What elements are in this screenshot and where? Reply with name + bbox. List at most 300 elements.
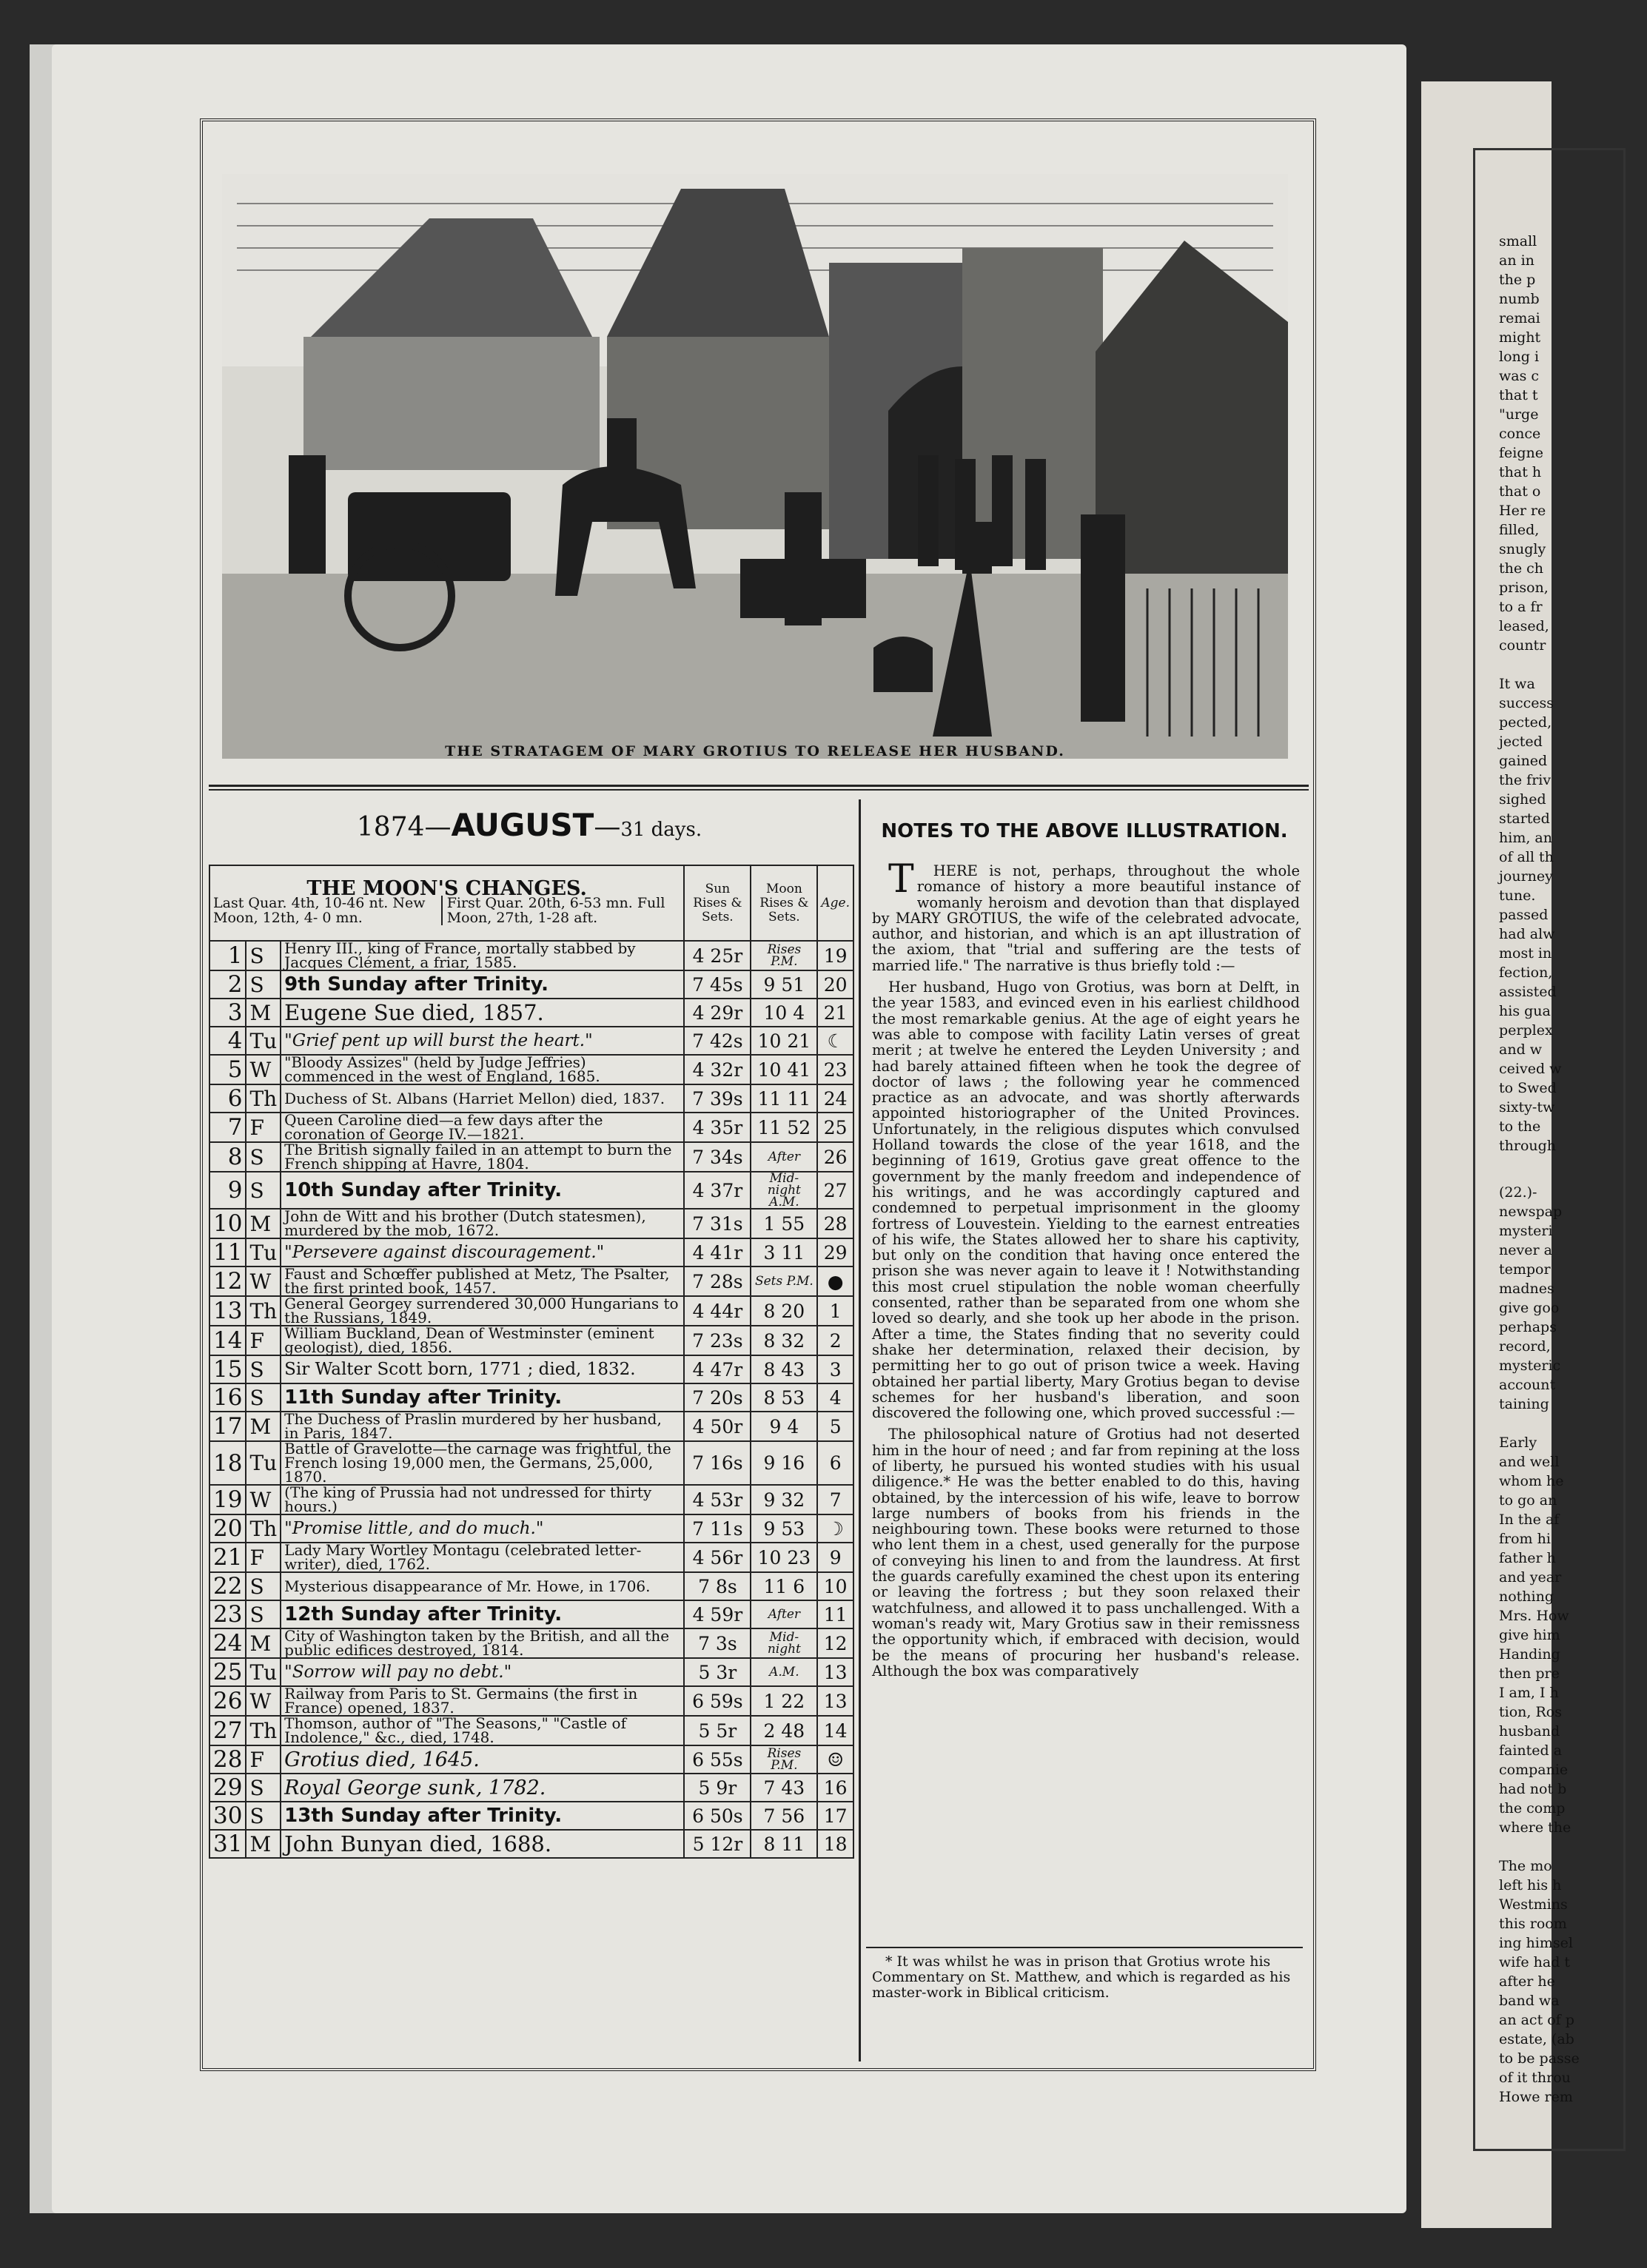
calendar-row xyxy=(209,1600,853,1628)
facing-page-line: filled, xyxy=(1499,522,1540,538)
day-number: 28 xyxy=(209,1745,246,1774)
facing-page-line: wife had t xyxy=(1499,1954,1571,1970)
event-text: "Bloody Assizes" (held by Judge Jeffries) commenced in the west of England, 1685. xyxy=(281,1055,684,1084)
moon-age: 25 xyxy=(817,1113,853,1142)
calendar-row xyxy=(209,1572,853,1600)
facing-page-line: never a xyxy=(1499,1242,1552,1258)
calendar-row xyxy=(209,1658,853,1686)
calendar-row xyxy=(209,1113,853,1142)
sun-time: 7 23s xyxy=(684,1326,751,1355)
weekday: Tu xyxy=(246,1441,281,1485)
facing-page-line: ceived w xyxy=(1499,1061,1562,1077)
facing-page-line: mysteri xyxy=(1499,1223,1553,1239)
event-text: Railway from Paris to St. Germains (the first in France) opened, 1837. xyxy=(281,1686,684,1716)
weekday: F xyxy=(246,1113,281,1142)
weekday: Tu xyxy=(246,1658,281,1686)
calendar-days-note: 31 days. xyxy=(620,819,702,841)
facing-page-line: give him xyxy=(1499,1627,1560,1643)
facing-page-line: tion, Ros xyxy=(1499,1704,1562,1720)
facing-page-line: and well xyxy=(1499,1454,1560,1470)
facing-page-line: him, an xyxy=(1499,830,1552,846)
day-number: 30 xyxy=(209,1802,246,1830)
facing-page-line: started xyxy=(1499,811,1550,827)
day-number: 11 xyxy=(209,1238,246,1266)
moon-changes-header xyxy=(209,865,684,941)
weekday: S xyxy=(246,1774,281,1802)
facing-page-line: an act of p xyxy=(1499,2012,1574,2028)
event-text: Grotius died, 1645. xyxy=(281,1745,684,1774)
day-number: 3 xyxy=(209,999,246,1027)
event-text: 12th Sunday after Trinity. xyxy=(281,1600,684,1628)
day-number: 4 xyxy=(209,1027,246,1055)
event-text: 10th Sunday after Trinity. xyxy=(281,1172,684,1209)
moon-time: A.M. xyxy=(751,1658,817,1686)
facing-page-line: mysteric xyxy=(1499,1358,1561,1374)
moon-time: Rises P.M. xyxy=(751,1745,817,1774)
moon-column-header: Moon Rises & Sets. xyxy=(751,865,817,941)
moon-time: Mid- night xyxy=(751,1628,817,1658)
facing-page-line: newspap xyxy=(1499,1204,1563,1220)
event-text: John de Witt and his brother (Dutch statesmen), murdered by the mob, 1672. xyxy=(281,1209,684,1238)
calendar-row xyxy=(209,1209,853,1238)
facing-page-line: The mo xyxy=(1499,1858,1552,1874)
weekday: Tu xyxy=(246,1027,281,1055)
facing-page-line: pected, xyxy=(1499,714,1552,731)
event-text: Queen Caroline died—a few days after the coronation of George IV.—1821. xyxy=(281,1113,684,1142)
weekday: S xyxy=(246,1600,281,1628)
moon-time: 8 43 xyxy=(751,1355,817,1383)
moon-age: 21 xyxy=(817,999,853,1027)
facing-page-line: remai xyxy=(1499,310,1540,326)
event-text: City of Washington taken by the British, and all the public edifices destroyed, 1814. xyxy=(281,1628,684,1658)
moon-age: 20 xyxy=(817,970,853,999)
facing-page-line: most in xyxy=(1499,945,1552,962)
weekday: M xyxy=(246,1830,281,1858)
calendar-year: 1874 xyxy=(356,812,425,842)
event-text: Faust and Schœffer published at Metz, The Psalter, the first printed book, 1457. xyxy=(281,1266,684,1296)
facing-page-line: account xyxy=(1499,1377,1556,1393)
event-text: Sir Walter Scott born, 1771 ; died, 1832. xyxy=(281,1355,684,1383)
notes-paragraph: The philosophical nature of Grotius had not deserted him in the hour of need ; and far from repining at the loss of liberty, he pursued his wonted studies with his usual diligence.* He was the better enabled to do this, having obtained, by the intercession of his wife, leave to borrow large numbers of books from his friends in the neighbouring town. These books were returned to those who lent them in a chest, used generally for the purpose of conveying his linen to and from the laundress. At first the guards carefully examined the chest upon its entering or leaving the fortress ; but they soon relaxed their watchfulness, and allowed it to pass unchallenged. With a woman's ready wit, Mary Grotius saw in their remissness the opportunity which, if embraced with decision, would be the means of procuring her husband's release. Although the box was comparatively xyxy=(872,1426,1300,1680)
calendar-row xyxy=(209,1514,853,1543)
moon-time: Sets P.M. xyxy=(751,1266,817,1296)
facing-page-line: give goo xyxy=(1499,1300,1560,1316)
calendar-row xyxy=(209,1055,853,1084)
moon-time: 8 11 xyxy=(751,1830,817,1858)
facing-page-line: that o xyxy=(1499,483,1541,500)
weekday: M xyxy=(246,1412,281,1441)
weekday: S xyxy=(246,941,281,970)
moon-age: ☺ xyxy=(817,1745,853,1774)
divider xyxy=(209,785,1309,787)
day-number: 17 xyxy=(209,1412,246,1441)
sun-time: 4 37r xyxy=(684,1172,751,1209)
event-text: Thomson, author of "The Seasons," "Castle of Indolence," &c., died, 1748. xyxy=(281,1716,684,1745)
sun-time: 5 9r xyxy=(684,1774,751,1802)
weekday: Th xyxy=(246,1084,281,1113)
day-number: 16 xyxy=(209,1383,246,1412)
moon-age: 29 xyxy=(817,1238,853,1266)
sun-time: 6 59s xyxy=(684,1686,751,1716)
facing-page-line: left his h xyxy=(1499,1877,1562,1893)
moon-time: 11 11 xyxy=(751,1084,817,1113)
calendar-month: AUGUST xyxy=(451,807,594,843)
event-text: (The king of Prussia had not undressed for thirty hours.) xyxy=(281,1485,684,1514)
event-text: The British signally failed in an attempt to burn the French shipping at Havre, 1804. xyxy=(281,1142,684,1172)
facing-page-line: of all th xyxy=(1499,849,1554,865)
day-number: 5 xyxy=(209,1055,246,1084)
facing-page-line: to a fr xyxy=(1499,599,1543,615)
moon-age: 10 xyxy=(817,1572,853,1600)
weekday: Th xyxy=(246,1716,281,1745)
notes-paragraph: THERE is not, perhaps, throughout the whole romance of history a more beautiful instance of womanly heroism and devotion than that displayed by MARY GROTIUS, the wife of the celebrated advocate, author, and historian, and which is an apt illustration of the axiom, that "trial and suffering are the tests of married life." The narrative is thus briefly told :— xyxy=(872,857,1300,974)
facing-page-line: snugly xyxy=(1499,541,1546,557)
sun-time: 7 3s xyxy=(684,1628,751,1658)
facing-page-line: through xyxy=(1499,1138,1557,1154)
sun-time: 7 34s xyxy=(684,1142,751,1172)
sun-time: 4 35r xyxy=(684,1113,751,1142)
sun-time: 6 55s xyxy=(684,1745,751,1774)
moon-age: 2 xyxy=(817,1326,853,1355)
moon-time: 9 53 xyxy=(751,1514,817,1543)
moon-time: 1 55 xyxy=(751,1209,817,1238)
facing-page-line: where the xyxy=(1499,1819,1571,1836)
weekday: Th xyxy=(246,1514,281,1543)
footnote: * It was whilst he was in prison that Grotius wrote his Commentary on St. Matthew, and which is regarded as his master-work in Biblical criticism. xyxy=(872,1953,1291,2001)
facing-page-line: journey xyxy=(1499,868,1553,885)
weekday: S xyxy=(246,1142,281,1172)
facing-page-line: perplex xyxy=(1499,1022,1553,1039)
facing-page-line: band wa xyxy=(1499,1993,1560,2009)
facing-page-line: sixty-tw xyxy=(1499,1099,1555,1115)
sun-column-header: Sun Rises & Sets. xyxy=(684,865,751,941)
facing-page-line: prison, xyxy=(1499,580,1549,596)
moon-age: 3 xyxy=(817,1355,853,1383)
divider xyxy=(209,789,1309,791)
facing-page-line xyxy=(1499,1415,1647,1435)
facing-page-line: whom he xyxy=(1499,1473,1564,1489)
facing-page-line: had not b xyxy=(1499,1781,1567,1797)
facing-page-line: that t xyxy=(1499,387,1538,403)
weekday: W xyxy=(246,1266,281,1296)
age-column-header: Age. xyxy=(817,865,853,941)
facing-page-line: estate, (ab xyxy=(1499,2031,1574,2047)
moon-age: 11 xyxy=(817,1600,853,1628)
moon-changes-right: First Quar. 20th, 6-53 mn. Full Moon, 27th, 1-28 aft. xyxy=(441,896,681,925)
sun-time: 5 3r xyxy=(684,1658,751,1686)
moon-age: 19 xyxy=(817,941,853,970)
weekday: S xyxy=(246,1802,281,1830)
moon-time: 10 21 xyxy=(751,1027,817,1055)
event-text: 13th Sunday after Trinity. xyxy=(281,1802,684,1830)
facing-page-line: the p xyxy=(1499,272,1536,288)
sun-time: 4 25r xyxy=(684,941,751,970)
day-number: 10 xyxy=(209,1209,246,1238)
weekday: Tu xyxy=(246,1238,281,1266)
moon-time: 7 56 xyxy=(751,1802,817,1830)
calendar-row xyxy=(209,1485,853,1514)
calendar-row xyxy=(209,1774,853,1802)
moon-age: 4 xyxy=(817,1383,853,1412)
facing-page-line: to go an xyxy=(1499,1492,1557,1509)
calendar-row xyxy=(209,970,853,999)
event-text: Royal George sunk, 1782. xyxy=(281,1774,684,1802)
day-number: 8 xyxy=(209,1142,246,1172)
facing-page-line: nothing xyxy=(1499,1588,1554,1605)
event-text: "Sorrow will pay no debt." xyxy=(281,1658,684,1686)
footnote-divider xyxy=(866,1947,1303,1948)
facing-page-line: assisted xyxy=(1499,984,1557,1000)
facing-page-line: leased, xyxy=(1499,618,1549,634)
day-number: 22 xyxy=(209,1572,246,1600)
facing-page-line: madnes xyxy=(1499,1281,1554,1297)
facing-page-line: Her re xyxy=(1499,503,1546,519)
facing-page-line: feigne xyxy=(1499,445,1543,461)
calendar-row xyxy=(209,941,853,970)
facing-page-line: the ch xyxy=(1499,560,1544,577)
facing-page-line: after he xyxy=(1499,1973,1555,1990)
day-number: 25 xyxy=(209,1658,246,1686)
calendar-row xyxy=(209,1441,853,1485)
moon-age: 28 xyxy=(817,1209,853,1238)
moon-age: ☾ xyxy=(817,1027,853,1055)
calendar-row xyxy=(209,1628,853,1658)
sun-time: 6 50s xyxy=(684,1802,751,1830)
moon-age: 24 xyxy=(817,1084,853,1113)
facing-page-line: his gua xyxy=(1499,1003,1551,1019)
moon-age: 27 xyxy=(817,1172,853,1209)
facing-page-line: Westmins xyxy=(1499,1896,1568,1913)
day-number: 1 xyxy=(209,941,246,970)
day-number: 15 xyxy=(209,1355,246,1383)
moon-age: ● xyxy=(817,1266,853,1296)
facing-page-line: (22.)- xyxy=(1499,1184,1537,1201)
moon-changes-title: THE MOON'S CHANGES. xyxy=(306,876,587,900)
sun-time: 7 39s xyxy=(684,1084,751,1113)
sun-time: 4 32r xyxy=(684,1055,751,1084)
event-text: Henry III., king of France, mortally stabbed by Jacques Clément, a friar, 1585. xyxy=(281,941,684,970)
facing-page-line: I am, I h xyxy=(1499,1685,1559,1701)
sun-time: 4 47r xyxy=(684,1355,751,1383)
event-text: Duchess of St. Albans (Harriet Mellon) died, 1837. xyxy=(281,1084,684,1113)
weekday: S xyxy=(246,1383,281,1412)
calendar-row xyxy=(209,1543,853,1572)
day-number: 21 xyxy=(209,1543,246,1572)
moon-time: After xyxy=(751,1600,817,1628)
sun-time: 7 20s xyxy=(684,1383,751,1412)
moon-age: 6 xyxy=(817,1441,853,1485)
facing-page-line: was c xyxy=(1499,368,1540,384)
moon-age: 9 xyxy=(817,1543,853,1572)
day-number: 27 xyxy=(209,1716,246,1745)
weekday: M xyxy=(246,1209,281,1238)
moon-time: 9 4 xyxy=(751,1412,817,1441)
moon-age: 14 xyxy=(817,1716,853,1745)
moon-time: 10 41 xyxy=(751,1055,817,1084)
moon-time: 10 4 xyxy=(751,999,817,1027)
calendar-row xyxy=(209,1027,853,1055)
calendar-row xyxy=(209,1355,853,1383)
sun-time: 4 41r xyxy=(684,1238,751,1266)
moon-age: 12 xyxy=(817,1628,853,1658)
weekday: M xyxy=(246,999,281,1027)
facing-page-line: to Swed xyxy=(1499,1080,1557,1096)
facing-page-line: this room xyxy=(1499,1916,1567,1932)
calendar-row xyxy=(209,1326,853,1355)
calendar-row xyxy=(209,999,853,1027)
moon-time: 10 23 xyxy=(751,1543,817,1572)
event-text: 11th Sunday after Trinity. xyxy=(281,1383,684,1412)
calendar-title: 1874—AUGUST—31 days. xyxy=(356,807,702,843)
facing-page-line: the friv xyxy=(1499,772,1552,788)
event-text: Battle of Gravelotte—the carnage was frightful, the French losing 19,000 men, the Germans, 25,000, 1870. xyxy=(281,1441,684,1485)
day-number: 6 xyxy=(209,1084,246,1113)
weekday: F xyxy=(246,1326,281,1355)
event-text: "Promise little, and do much." xyxy=(281,1514,684,1543)
day-number: 18 xyxy=(209,1441,246,1485)
weekday: S xyxy=(246,1355,281,1383)
moon-time: 1 22 xyxy=(751,1686,817,1716)
calendar-row xyxy=(209,1686,853,1716)
engraving-illustration xyxy=(222,174,1288,759)
calendar-row xyxy=(209,1830,853,1858)
sun-time: 7 16s xyxy=(684,1441,751,1485)
facing-page-line: small xyxy=(1499,233,1537,249)
facing-page-line: tune. xyxy=(1499,888,1536,904)
moon-age: 1 xyxy=(817,1296,853,1326)
facing-page-line: Howe rem xyxy=(1499,2089,1573,2105)
facing-page-line: sighed xyxy=(1499,791,1546,808)
facing-page-line: perhaps xyxy=(1499,1319,1557,1335)
weekday: Th xyxy=(246,1296,281,1326)
sun-time: 7 31s xyxy=(684,1209,751,1238)
moon-time: 8 32 xyxy=(751,1326,817,1355)
moon-age: 17 xyxy=(817,1802,853,1830)
facing-page-line: record, xyxy=(1499,1338,1551,1355)
moon-time: 9 51 xyxy=(751,970,817,999)
sun-time: 7 42s xyxy=(684,1027,751,1055)
facing-page-line: might xyxy=(1499,329,1541,346)
event-text: Mysterious disappearance of Mr. Howe, in 1706. xyxy=(281,1572,684,1600)
calendar-row xyxy=(209,1296,853,1326)
facing-page-line: tempor xyxy=(1499,1261,1551,1278)
calendar-row xyxy=(209,1172,853,1209)
day-number: 20 xyxy=(209,1514,246,1543)
facing-page-line: father h xyxy=(1499,1550,1556,1566)
sun-time: 7 45s xyxy=(684,970,751,999)
calendar-row xyxy=(209,1238,853,1266)
notes-paragraph: Her husband, Hugo von Grotius, was born at Delft, in the year 1583, and evinced even in his earliest childhood the most remarkable genius. At the age of eight years he was able to compose with facility Latin verses of great merit ; at twelve he entered the Leyden University ; and had barely attained fifteen when he took the degree of doctor of laws ; the following year he commenced practice as an advocate, and was shortly afterwards appointed historiographer of the United Provinces. Unfortunately, in the religious disputes which convulsed Holland towards the close of the year 1618, and the beginning of 1619, Grotius gave great offence to the government by the manly freedom and independence of his writings, and he was accordingly captured and condemned to perpetual imprisonment in the gloomy fortress of Louvestein. Yielding to the earnest entreaties of his wife, the States allowed her to share his captivity, but only on the condition that having once entered the prison she was never again to leave it ! Notwithstanding this most cruel stipulation the noble woman cheerfully consented, rather than be separated from one whom she loved so dearly, and she took up her abode in the prison. After a time, the States finding that no severity could shake her determination, relaxed their decision, by permitting her to go out of prison twice a week. Having obtained her partial liberty, Mary Grotius began to devise schemes for her husband's liberation, and soon discovered the following one, which proved successful :— xyxy=(872,979,1300,1422)
day-number: 12 xyxy=(209,1266,246,1296)
moon-age: 13 xyxy=(817,1686,853,1716)
facing-page-line: then pre xyxy=(1499,1665,1560,1682)
facing-page-line: In the af xyxy=(1499,1512,1560,1528)
weekday: W xyxy=(246,1485,281,1514)
facing-page-line: "urge xyxy=(1499,406,1539,423)
sun-time: 7 11s xyxy=(684,1514,751,1543)
facing-page-line: and w xyxy=(1499,1041,1543,1058)
facing-page-line: to be passe xyxy=(1499,2050,1580,2067)
facing-page-line: It wa xyxy=(1499,676,1535,692)
facing-page-line: numb xyxy=(1499,291,1540,307)
moon-time: After xyxy=(751,1142,817,1172)
facing-page-line: to the xyxy=(1499,1118,1541,1135)
moon-time: 8 53 xyxy=(751,1383,817,1412)
facing-page-line: success xyxy=(1499,695,1554,711)
facing-page-line: Mrs. How xyxy=(1499,1608,1569,1624)
moon-age: 26 xyxy=(817,1142,853,1172)
day-number: 13 xyxy=(209,1296,246,1326)
weekday: M xyxy=(246,1628,281,1658)
facing-page-line: fainted a xyxy=(1499,1742,1563,1759)
moon-age: 7 xyxy=(817,1485,853,1514)
day-number: 7 xyxy=(209,1113,246,1142)
moon-time: 9 32 xyxy=(751,1485,817,1514)
calendar-table xyxy=(209,865,854,1859)
facing-page-line: Handing xyxy=(1499,1646,1560,1663)
notes-title: NOTES TO THE ABOVE ILLUSTRATION. xyxy=(881,820,1288,842)
facing-page-text-bottom xyxy=(1499,1184,1647,2108)
facing-page-line: and year xyxy=(1499,1569,1562,1586)
facing-page-line: countr xyxy=(1499,637,1546,654)
facing-page-text-top xyxy=(1499,233,1647,1157)
day-number: 26 xyxy=(209,1686,246,1716)
facing-page-line: husband xyxy=(1499,1723,1560,1739)
sun-time: 4 53r xyxy=(684,1485,751,1514)
calendar-row xyxy=(209,1412,853,1441)
facing-page-line: passed xyxy=(1499,907,1549,923)
day-number: 2 xyxy=(209,970,246,999)
facing-page-line: conce xyxy=(1499,426,1541,442)
facing-page-line: taining xyxy=(1499,1396,1549,1412)
facing-page-line: ing himsel xyxy=(1499,1935,1573,1951)
facing-page-line xyxy=(1499,1839,1647,1858)
moon-age: 23 xyxy=(817,1055,853,1084)
moon-time: Mid- night A.M. xyxy=(751,1172,817,1209)
sun-time: 4 44r xyxy=(684,1296,751,1326)
weekday: W xyxy=(246,1055,281,1084)
event-text: William Buckland, Dean of Westminster (eminent geologist), died, 1856. xyxy=(281,1326,684,1355)
day-number: 9 xyxy=(209,1172,246,1209)
facing-page-line: that h xyxy=(1499,464,1542,480)
facing-page-line: Early xyxy=(1499,1435,1537,1451)
day-number: 29 xyxy=(209,1774,246,1802)
event-text: John Bunyan died, 1688. xyxy=(281,1830,684,1858)
sun-time: 4 59r xyxy=(684,1600,751,1628)
weekday: S xyxy=(246,1172,281,1209)
calendar-row xyxy=(209,1745,853,1774)
sun-time: 5 5r xyxy=(684,1716,751,1745)
facing-page-line: long i xyxy=(1499,349,1540,365)
event-text: The Duchess of Praslin murdered by her husband, in Paris, 1847. xyxy=(281,1412,684,1441)
moon-time: 3 11 xyxy=(751,1238,817,1266)
moon-time: 11 6 xyxy=(751,1572,817,1600)
event-text: "Persevere against discouragement." xyxy=(281,1238,684,1266)
day-number: 14 xyxy=(209,1326,246,1355)
facing-page-line: an in xyxy=(1499,252,1534,269)
day-number: 23 xyxy=(209,1600,246,1628)
notes-text xyxy=(872,857,1300,1685)
facing-page xyxy=(1421,81,1580,2228)
event-text: "Grief pent up will burst the heart." xyxy=(281,1027,684,1055)
facing-page-line: from hi xyxy=(1499,1531,1551,1547)
day-number: 31 xyxy=(209,1830,246,1858)
calendar-row xyxy=(209,1266,853,1296)
facing-page-line: fection, xyxy=(1499,964,1553,981)
event-text: Lady Mary Wortley Montagu (celebrated letter-writer), died, 1762. xyxy=(281,1543,684,1572)
weekday: W xyxy=(246,1686,281,1716)
moon-age: 5 xyxy=(817,1412,853,1441)
